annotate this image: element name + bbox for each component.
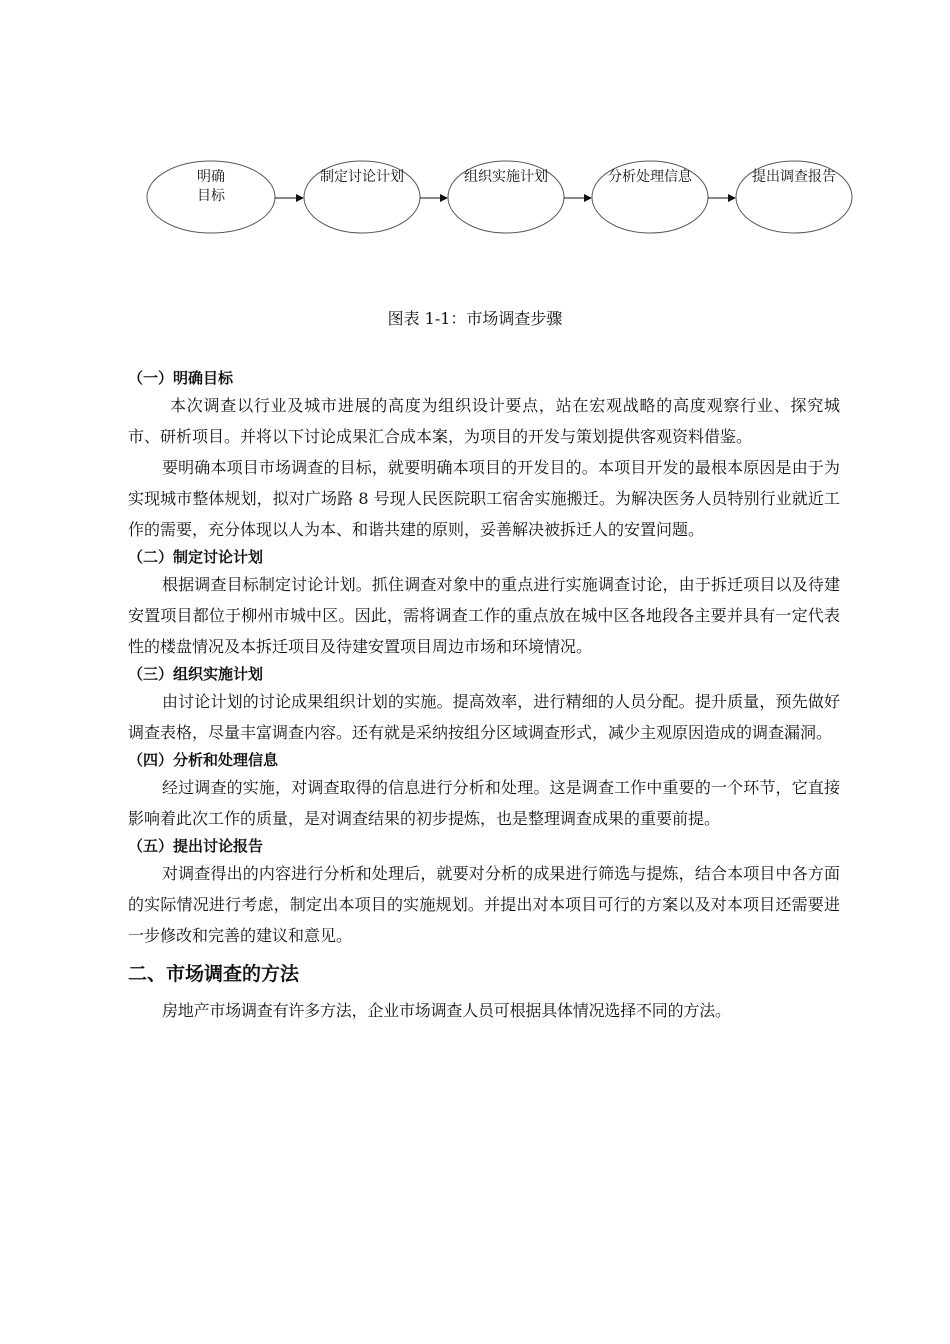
paragraph: 要明确本项目市场调查的目标，就要明确本项目的开发目的。本项目开发的最根本原因是由于为实现城市整体规划，拟对广场路 8 号现人民医院职工宿舍实施搬迁。为解决医务人员特别行业就近工作的需要，充分体现以人为本、和谐共建的原则，妥善解决被拆迁人的安置问题。 [128,458,840,539]
paragraph: 本次调查以行业及城市进展的高度为组织设计要点，站在宏观战略的高度观察行业、探究城市、研析项目。并将以下讨论成果汇合成本案，为项目的开发与策划提供客观资料借鉴。 [128,396,840,446]
section-heading: （五）提出讨论报告 [128,837,264,855]
section-heading: （二）制定讨论计划 [128,548,264,566]
flow-node-label: 分析处理信息 [608,169,692,185]
paragraph: 经过调查的实施，对调查取得的信息进行分析和处理。这是调查工作中重要的一个环节，它直接影响着此次工作的质量，是对调查结果的初步提炼，也是整理调查成果的重要前提。 [128,778,840,828]
paragraph: 根据调查目标制定讨论计划。抓住调查对象中的重点进行实施调查讨论，由于拆迁项目以及待建安置项目都位于柳州市城中区。因此，需将调查工作的重点放在城中区各地段各主要并具有一定代表性的楼盘情况及本拆迁项目及待建安置项目周边市场和环境情况。 [128,575,840,656]
paragraph: 对调查得出的内容进行分析和处理后，就要对分析的成果进行筛选与提炼，结合本项目中各方面的实际情况进行考虑，制定出本项目的实施规划。并提出对本项目可行的方案以及对本项目还需要进一步修改和完善的建议和意见。 [128,864,840,945]
paragraph: 房地产市场调查有许多方法，企业市场调查人员可根据具体情况选择不同的方法。 [162,1001,731,1020]
chapter-heading: 二、市场调查的方法 [128,963,300,985]
flowchart-diagram [0,0,950,260]
section-heading: （四）分析和处理信息 [128,751,279,769]
section-heading: （三）组织实施计划 [128,665,264,683]
document-body [128,366,840,1026]
flow-node-label: 组织实施计划 [464,169,548,185]
flowchart [0,0,950,260]
section-heading: （一）明确目标 [128,369,234,387]
paragraph: 由讨论计划的讨论成果组织计划的实施。提高效率，进行精细的人员分配。提升质量，预先做好调查表格，尽量丰富调查内容。还有就是采纳按组分区域调查形式，减少主观原因造成的调查漏洞。 [128,692,840,742]
flow-node-label: 明确 目标 [197,169,225,204]
flow-node-label: 制定讨论计划 [320,169,404,185]
figure-caption: 图表 1-1：市场调查步骤 [387,309,563,328]
flow-node-label: 提出调查报告 [752,169,836,185]
